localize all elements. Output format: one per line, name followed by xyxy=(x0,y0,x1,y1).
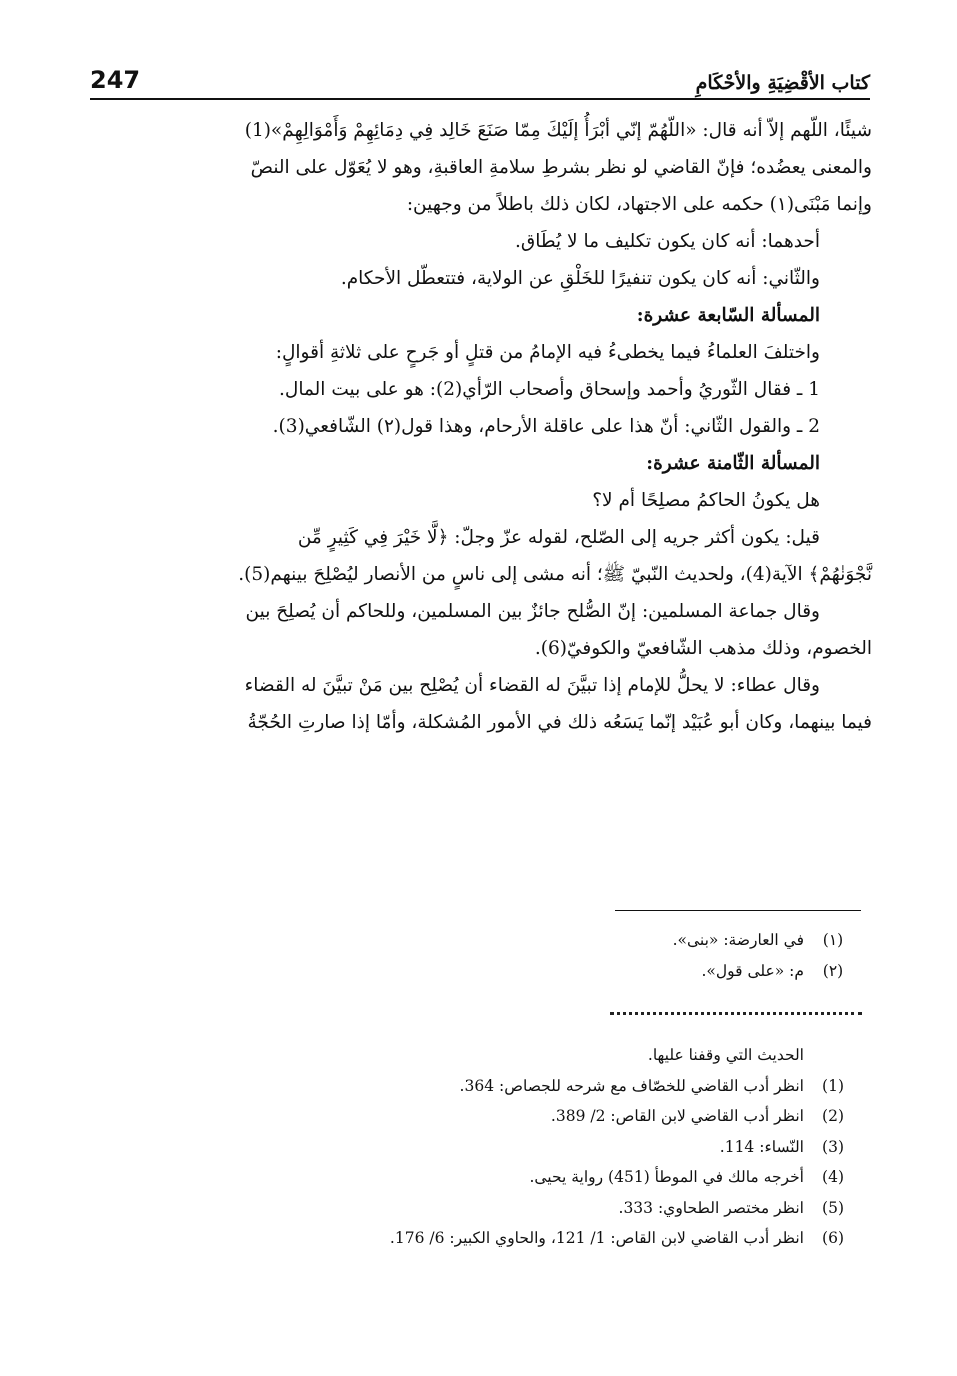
section-heading: المسألة السّابعة عشرة: xyxy=(636,305,820,326)
editor-footnotes xyxy=(90,925,862,986)
footnote xyxy=(90,1071,862,1102)
text-line: وقال جماعة المسلمين: إنّ الصُّلح جائزٌ بين المسلمين، وللحاكم أن يُصلِحَ بين xyxy=(245,601,820,622)
footnote-text: انظر مختصر الطحاوي: 333. xyxy=(618,1198,804,1217)
footnote-number: (6) xyxy=(822,1229,844,1247)
footnote-number: (5) xyxy=(822,1198,844,1217)
footnote-text: انظر أدب القاضي لابن القاص: 2/ 389. xyxy=(550,1107,804,1125)
footnote-number: (٢) xyxy=(822,961,844,980)
footnote-text: انظر أدب القاضي لابن القاص: 1/ 121، والحاوي الكبير: 6/ 176. xyxy=(389,1229,804,1247)
footnote xyxy=(90,1223,862,1254)
text-line: والثّاني: أنه كان يكون تنفيرًا للخَلْقِ عن الولاية، فتتعطّل الأحكام. xyxy=(340,268,820,289)
footnote xyxy=(90,1162,862,1193)
text-line: فيما بينهما، وكان أبو عُبَيْد إنّما يَسَعُه ذلك في الأمور المُشكلة، وأمّا إذا صارتِ الحُجّةُ xyxy=(247,712,872,733)
text-line: شيئًا، اللّهم إلاّ أنه قال: «اللّهُمّ إنّي أبْرَأُ إلَيْكَ مِمّا صَنَعَ خَالِد فِي دِمَائِهِمْ وَأَمْوَالِهِمْ»(1) xyxy=(244,120,872,141)
text-line: الخصوم، وذلك مذهب الشّافعيّ والكوفيّ(6). xyxy=(534,638,872,659)
text-line: نَّجْوَنٰهُمْ﴾ الآية(4)، ولحديث النّبيّ ﷺ؛ أنه مشى إلى ناسٍ من الأنصار ليُصْلِحَ بينهم(5). xyxy=(238,564,872,585)
text-line: قيل: يكون أكثر جريه إلى الصّلح، لقوله عزّ وجلّ: ﴿لَّا خَيْرَ فِي كَثِيرٍ مِّن xyxy=(297,527,820,548)
text-line: واختلفَ العلماءُ فيما يخطىءُ فيه الإمامُ من قتلٍ أو جَرحٍ على ثلاثةِ أقوالٍ: xyxy=(275,342,820,363)
footnote-number: (1) xyxy=(822,1076,844,1095)
dotted-separator xyxy=(610,1012,862,1021)
footnote-number: (3) xyxy=(822,1137,844,1156)
footnote xyxy=(90,1132,862,1163)
footnote-number: (١) xyxy=(822,931,844,949)
footnote-text: انظر أدب القاضي للخصّاف مع شرحه للجصاص: 364. xyxy=(459,1076,804,1095)
page-number: 247 xyxy=(90,66,141,94)
footnote xyxy=(90,925,862,956)
footnote-text: في العارضة: «بنى». xyxy=(672,931,804,949)
reference-footnotes xyxy=(90,1040,862,1254)
footnote-text: أخرجه مالك في الموطأ (451) رواية يحيى. xyxy=(529,1168,804,1186)
footnote-text: النّساء: 114. xyxy=(719,1137,804,1156)
footnote xyxy=(90,956,862,987)
footnote-continuation: الحديث التي وقفنا عليها. xyxy=(647,1046,804,1064)
page-header xyxy=(90,60,870,100)
text-line: هل يكونُ الحاكمُ مصلِحًا أم لا؟ xyxy=(592,490,820,511)
footnote-number: (2) xyxy=(822,1107,844,1125)
footnote-text: م: «على قول». xyxy=(701,961,804,980)
text-line: وإنما مَبْنَى(١) حكمه على الاجتهاد، لكان ذلك باطلاً من وجهين: xyxy=(406,194,872,215)
footnote-number: (4) xyxy=(822,1168,844,1186)
footnote xyxy=(90,1101,862,1132)
footnote-separator xyxy=(615,910,861,911)
text-line: وقال عطاء: لا يحلُّ للإمام إذا تبيَّنَ له القضاء أن يُصْلِح بين مَنْ تبيَّنَ له القضاء xyxy=(244,675,820,696)
text-line: أحدهما: أنه كان يكون تكليف ما لا يُطَاق. xyxy=(514,231,820,252)
running-title: كتاب الأقْضِيَةِ والأحْكَامِ xyxy=(695,72,870,94)
text-line: 1 ـ فقال الثّوريُ وأحمد وإسحاق وأصحاب الرّأي(2): هو على بيت المال. xyxy=(279,379,820,400)
footnote xyxy=(90,1193,862,1224)
text-line: 2 ـ والقول الثّاني: أنّ هذا على عاقلة الأرحام، وهذا قول(٢) الشّافعي(3). xyxy=(272,416,820,437)
text-line: والمعنى يعضُده؛ فإنّ القاضي لو نظر بشرطِ سلامةِ العاقبةِ، وهو لا يُعَوّل على النصّ xyxy=(250,157,872,178)
section-heading: المسألة الثّامنة عشرة: xyxy=(646,453,820,474)
main-text xyxy=(90,112,872,741)
